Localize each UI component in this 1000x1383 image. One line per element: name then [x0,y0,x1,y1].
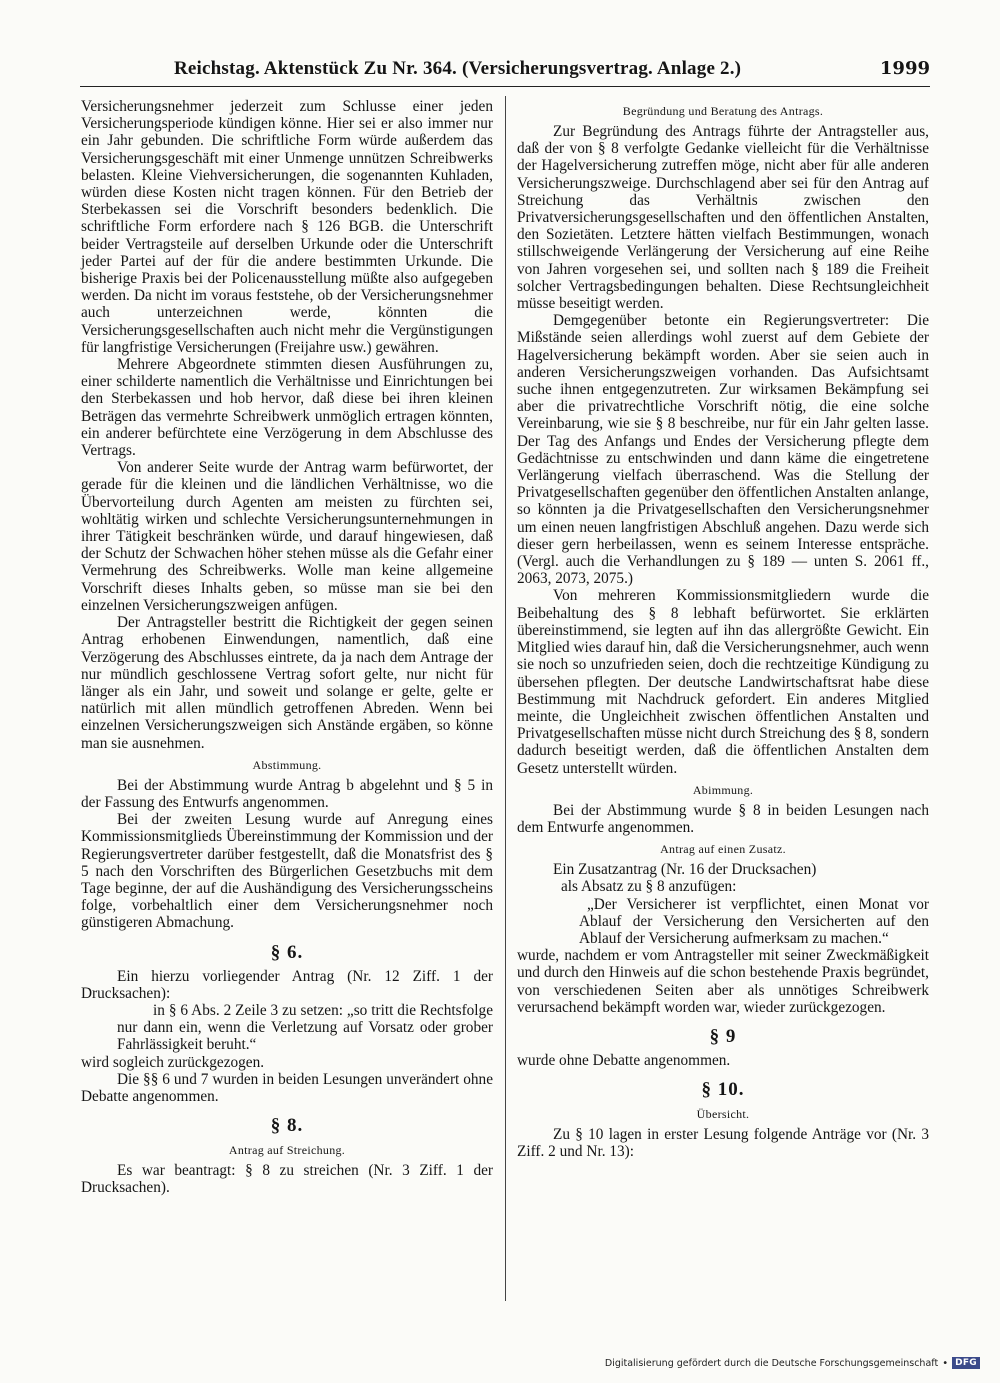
right-paragraph: als Absatz zu § 8 anzufügen: [561,878,737,896]
right-section-heading: § 9 [709,1025,737,1047]
left-paragraph: Der Antragsteller bestritt die Richtigkeit der gegen seinen Antrag erhobenen Einwendungen, namentlich, daß eine Verzögerung des Abschlusses eintrete, da ja nach dem Antrage der nur mündlich geschlossene Vertrag sofort gelte, nur nicht für länger als ein Jahr, und soweit und solange er gelte, gelte er natürlich mit allen mündlich getroffenen Abreden. Wenn bei einzelnen Versicherungszweigen sich Anstände ergäben, so könne man sie ausnehmen. [81,614,493,752]
left-paragraph: Bei der Abstimmung wurde Antrag b abgelehnt und § 5 in der Fassung des Entwurfs angenommen. [81,776,493,811]
left-section-heading: § 6. [270,941,304,963]
dfg-logo: DFG [952,1357,980,1369]
left-paragraph: Mehrere Abgeordnete stimmten diesen Ausführungen zu, einer schilderte namentlich die Verhältnisse und Einrichtungen bei den Sterbekassen und hob hervor, daß diese bei ihren kleinen Beträgen das vermehrte Schreibwerk unmöglich ertragen könnten, ein anderer befürchtete eine Verzögerung in dem Abschlusse des Vertrags. [81,356,493,460]
right-section-heading: § 10. [701,1079,745,1101]
right-paragraph: Ein Zusatzantrag (Nr. 16 der Drucksachen) [553,861,817,879]
left-subheading: Abstimmung. [252,757,322,772]
right-paragraph: Zu § 10 lagen in erster Lesung folgende Anträge vor (Nr. 3 Ziff. 2 und Nr. 13): [517,1126,929,1161]
right-column [517,98,929,1161]
column-divider [505,96,506,1301]
left-paragraph: Es war beantragt: § 8 zu streichen (Nr. 3 Ziff. 1 der Drucksachen). [81,1162,493,1197]
page-header [80,56,930,87]
right-subheading: Antrag auf einen Zusatz. [660,842,786,857]
right-paragraph: Von mehreren Kommissionsmitgliedern wurde die Beibehaltung des § 8 lebhaft befürwortet. Sie erklärten übereinstimmend, sie legten auf ihn das allergrößte Gewicht. Ein Mitglied wies darauf hin, daß die Versicherungsnehmer, auch wenn sie noch so unzufrieden seien, doch die rechtzeitige Kündigung zu übersehen pflegten. Der deutsche Landwirtschaftsrat habe diese Bestimmung mit Nachdruck gefordert. Ein anderes Mitglied meinte, die Ungleichheit zwischen öffentlichen Anstalten und Privatgesellschaften müsse nicht durch Streichung des § 8, sondern dadurch beseitigt werden, daß die öffentlichen Anstalten dem Gesetz unterstellt würden. [517,587,929,777]
footer-credit: Digitalisierung gefördert durch die Deutsche Forschungsgemeinschaft [604,1357,939,1369]
left-paragraph: Bei der zweiten Lesung wurde auf Anregung eines Kommissionsmitglieds Übereinstimmung der Kommission und der Regierungsvertreter darüber festgestellt, daß die Monatsfrist des § 5 nach den Vorschriften des Bürgerlichen Gesetzbuchs mit dem Tage beginne, der auf die Aushändigung des Versicherungsscheins folge, vorbehaltlich einer dem Versicherungsnehmer noch günstigeren Abmachung. [81,811,493,932]
left-paragraph: Von anderer Seite wurde der Antrag warm befürwortet, der gerade für die kleinen und die ländlichen Verhältnisse, wo die Übervorteilung durch Agenten am meisten zu fürchten sei, wohltätig wirken und schlechte Versicherungsunternehmungen in ihrer Tätigkeit beschränken würde, und darauf hingewiesen, daß der Schutz der Schwachen höher stehen müsse als die Gefahr einer Vermehrung des Schreibwerks. Wolle man keine allgemeine Vorschrift dieses Inhalts geben, so müsse man sie bei den einzelnen Versicherungszweigen anfügen. [81,459,493,614]
right-paragraph: wurde, nachdem er vom Antragsteller mit seiner Zweckmäßigkeit und durch den Hinweis auf die schon bestehende Praxis begründet, von verschiedenen Seiten aber als unnötiges Schreibwerk verursachend bekämpft worden war, wieder zurückgezogen. [517,947,929,1016]
right-subheading: Abimmung. [692,782,754,797]
left-paragraph: Die §§ 6 und 7 wurden in beiden Lesungen unverändert ohne Debatte angenommen. [81,1070,493,1105]
right-quoted-amendment: „Der Versicherer ist verpflichtet, einen Monat vor Ablauf der Versicherung den Versicherten auf den Ablauf der Versicherung aufmerksam zu machen.“ [579,895,929,947]
left-paragraph: wird sogleich zurückgezogen. [81,1053,265,1071]
right-subheading: Übersicht. [696,1107,750,1122]
left-subheading: Antrag auf Streichung. [228,1143,346,1158]
right-paragraph: Demgegenüber betonte ein Regierungsvertreter: Die Mißstände seien allerdings wohl zuerst auf dem Gebiete der Hagelversicherung bekämpft worden. Aber sie seien auch in anderen Versicherungszweigen vorhanden. Das Aufsichtsamt suche ihnen entgegenzutreten. Zur wirksamen Bekämpfung sei aber die privatrechtliche Vorschrift nötig, die eine solche Vereinbarung, wie sie § 8 beschreibe, nur für ein Jahr gelten lasse. Der Tag des Anfangs und Endes der Versicherung pflegte dem Gedächtnisse zu entschwinden und dann käme die eingetretene Verlängerung vielfach überraschend. Was die Stellung der Privatgesellschaften gegenüber den öffentlichen Anstalten anlange, so könnten ja die Privatgesellschaften den Versicherungsnehmer um einen neuen langfristigen Abschluß angehen. Dazu werde sich dieser gern herbeilassen, wenn es seinem Interesse entspräche. (Vergl. auch die Verhandlungen zu § 189 — unten S. 2061 ff., 2063, 2073, 2075.) [517,312,929,588]
right-paragraph: Bei der Abstimmung wurde § 8 in beiden Lesungen nach dem Entwurfe angenommen. [517,801,929,836]
left-paragraph: Versicherungsnehmer jederzeit zum Schlusse einer jeden Versicherungsperiode kündigen könne. Hier sei er also immer nur ein Jahr gebunden. Die schriftliche Form würde außerdem das Versicherungsgeschäft mit einer Unmenge unnützen Schreibwerks belasten. Kleine Viehversicherungen, die sogenannten Kuhladen, würden diese Kosten nicht tragen können. Für den Betrieb der Sterbekassen sei die Vorschrift besonders bedenklich. Die schriftliche Form erfordere nach § 126 BGB. die Unterschrift beider Vertragsteile auf derselben Urkunde oder die Unterschrift jeder Partei auf der für die andere bestimmten Urkunde. Die bisherige Praxis bei der Policenausstellung müßte also aufgegeben werden. Da nicht im voraus feststehe, ob der Versicherungsnehmer auch unterzeichnen werde, könnten die Versicherungsgesellschaften auch nicht mehr die Vergünstigungen für langfristige Versicherungen (Freijahre usw.) gewähren. [81,98,493,356]
left-paragraph: Ein hierzu vorliegender Antrag (Nr. 12 Ziff. 1 der Drucksachen): [81,967,493,1002]
right-paragraph: wurde ohne Debatte angenommen. [517,1051,731,1069]
page-number: 1999 [879,58,930,79]
left-section-heading: § 8. [270,1115,304,1137]
footer [605,1357,980,1369]
header-title: Reichstag. Aktenstück Zu Nr. 364. (Versicherungsvertrag. Anlage 2.) [174,58,742,79]
right-subheading: Begründung und Beratung des Antrags. [622,104,824,118]
separator-dot-icon: • [942,1357,949,1369]
left-quoted-amendment: in § 6 Abs. 2 Zeile 3 zu setzen: „so tritt die Rechtsfolge nur dann ein, wenn die Verletzung auf Vorsatz oder grober Fahrlässigkeit beruht.“ [117,1001,493,1054]
right-paragraph: Zur Begründung des Antrags führte der Antragsteller aus, daß der von § 8 verfolgte Gedanke vielleicht für die Verhältnisse der Hagelversicherung zutreffen möge, nicht aber für alle anderen Versicherungszweige. Durchschlagend aber sei für den Antrag auf Streichung das Verhältnis zwischen den Privatversicherungsgesellschaften und den öffentlichen Anstalten, den Sozietäten. Letztere hätten vielfach Bestimmungen, wonach stillschweigende Verlängerung der Versicherung auf eine Reihe von Jahren vorgesehen sei, und sollten nach § 189 die Freiheit solcher Vertragsbedingungen behalten. Diese Rechtsungleichheit müsse beseitigt werden. [517,123,929,313]
left-column [81,98,493,1197]
